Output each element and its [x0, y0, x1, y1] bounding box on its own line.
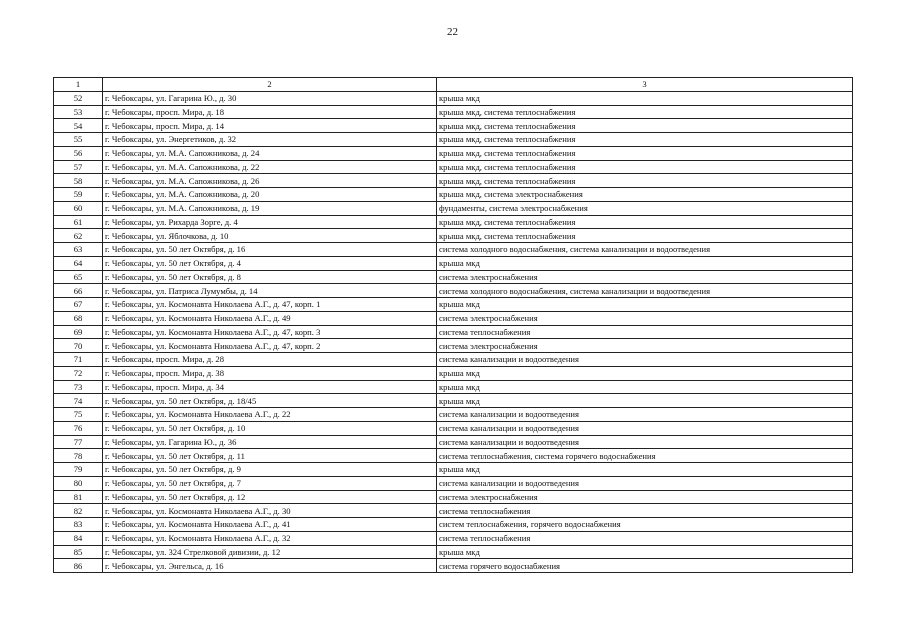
- row-number: 73: [54, 380, 103, 394]
- table-row: [54, 531, 853, 545]
- row-works: система электроснабжения: [437, 490, 853, 504]
- row-address: г. Чебоксары, ул. Космонавта Николаева А.Г., д. 47, корп. 2: [103, 339, 437, 353]
- row-address: г. Чебоксары, просп. Мира, д. 28: [103, 353, 437, 367]
- row-works: фундаменты, система электроснабжения: [437, 201, 853, 215]
- table-row: [54, 311, 853, 325]
- row-address: г. Чебоксары, ул. 50 лет Октября, д. 7: [103, 476, 437, 490]
- row-address: г. Чебоксары, ул. Гагарина Ю., д. 36: [103, 435, 437, 449]
- table-row: [54, 215, 853, 229]
- row-number: 67: [54, 298, 103, 312]
- row-works: система канализации и водоотведения: [437, 408, 853, 422]
- table-row: [54, 105, 853, 119]
- table-row: [54, 545, 853, 559]
- row-works: крыша мкд: [437, 298, 853, 312]
- table-row: [54, 504, 853, 518]
- row-address: г. Чебоксары, ул. 50 лет Октября, д. 11: [103, 449, 437, 463]
- row-works: крыша мкд: [437, 91, 853, 105]
- row-address: г. Чебоксары, ул. М.А. Сапожникова, д. 26: [103, 174, 437, 188]
- table-row: [54, 394, 853, 408]
- table-row: [54, 339, 853, 353]
- row-address: г. Чебоксары, ул. Космонавта Николаева А.Г., д. 32: [103, 531, 437, 545]
- row-number: 63: [54, 243, 103, 257]
- table-row: [54, 119, 853, 133]
- table-row: [54, 421, 853, 435]
- row-address: г. Чебоксары, ул. Гагарина Ю., д. 30: [103, 91, 437, 105]
- row-address: г. Чебоксары, ул. М.А. Сапожникова, д. 19: [103, 201, 437, 215]
- table-row: [54, 133, 853, 147]
- row-works: система электроснабжения: [437, 311, 853, 325]
- table-row: [54, 270, 853, 284]
- row-works: крыша мкд, система теплоснабжения: [437, 174, 853, 188]
- row-works: крыша мкд: [437, 256, 853, 270]
- table-row: [54, 160, 853, 174]
- page-number: 22: [447, 26, 458, 38]
- row-address: г. Чебоксары, ул. Космонавта Николаева А.Г., д. 47, корп. 1: [103, 298, 437, 312]
- row-address: г. Чебоксары, просп. Мира, д. 38: [103, 366, 437, 380]
- row-works: крыша мкд, система теплоснабжения: [437, 229, 853, 243]
- table-row: [54, 366, 853, 380]
- row-address: г. Чебоксары, ул. Космонавта Николаева А.Г., д. 47, корп. 3: [103, 325, 437, 339]
- table-header-row: [54, 78, 853, 92]
- row-works: система холодного водоснабжения, система канализации и водоотведения: [437, 284, 853, 298]
- table-row: [54, 174, 853, 188]
- row-number: 80: [54, 476, 103, 490]
- table-row: [54, 325, 853, 339]
- row-works: крыша мкд, система теплоснабжения: [437, 133, 853, 147]
- row-number: 57: [54, 160, 103, 174]
- row-address: г. Чебоксары, ул. 50 лет Октября, д. 9: [103, 463, 437, 477]
- row-number: 64: [54, 256, 103, 270]
- table-row: [54, 463, 853, 477]
- table-body: [54, 91, 853, 572]
- row-address: г. Чебоксары, ул. Космонавта Николаева А.Г., д. 41: [103, 518, 437, 532]
- table-row: [54, 353, 853, 367]
- row-address: г. Чебоксары, ул. М.А. Сапожникова, д. 22: [103, 160, 437, 174]
- header-col-3: 3: [437, 78, 853, 92]
- row-works: крыша мкд, система теплоснабжения: [437, 160, 853, 174]
- row-number: 76: [54, 421, 103, 435]
- row-works: система канализации и водоотведения: [437, 421, 853, 435]
- row-works: крыша мкд: [437, 394, 853, 408]
- row-works: система холодного водоснабжения, система канализации и водоотведения: [437, 243, 853, 257]
- table-row: [54, 284, 853, 298]
- row-number: 66: [54, 284, 103, 298]
- row-address: г. Чебоксары, ул. 50 лет Октября, д. 4: [103, 256, 437, 270]
- row-address: г. Чебоксары, ул. Энергетиков, д. 32: [103, 133, 437, 147]
- row-address: г. Чебоксары, ул. Энгельса, д. 16: [103, 559, 437, 573]
- table-row: [54, 229, 853, 243]
- row-number: 53: [54, 105, 103, 119]
- row-number: 79: [54, 463, 103, 477]
- row-works: крыша мкд, система теплоснабжения: [437, 146, 853, 160]
- row-address: г. Чебоксары, просп. Мира, д. 34: [103, 380, 437, 394]
- row-address: г. Чебоксары, ул. 50 лет Октября, д. 12: [103, 490, 437, 504]
- row-number: 85: [54, 545, 103, 559]
- row-number: 55: [54, 133, 103, 147]
- row-number: 83: [54, 518, 103, 532]
- row-works: система электроснабжения: [437, 270, 853, 284]
- row-address: г. Чебоксары, ул. 50 лет Октября, д. 18/45: [103, 394, 437, 408]
- row-address: г. Чебоксары, просп. Мира, д. 14: [103, 119, 437, 133]
- row-works: система горячего водоснабжения: [437, 559, 853, 573]
- table-row: [54, 518, 853, 532]
- row-address: г. Чебоксары, ул. Патриса Лумумбы, д. 14: [103, 284, 437, 298]
- row-number: 72: [54, 366, 103, 380]
- header-col-2: 2: [103, 78, 437, 92]
- table-row: [54, 256, 853, 270]
- row-address: г. Чебоксары, просп. Мира, д. 18: [103, 105, 437, 119]
- row-address: г. Чебоксары, ул. Рихарда Зорге, д. 4: [103, 215, 437, 229]
- row-address: г. Чебоксары, ул. М.А. Сапожникова, д. 20: [103, 188, 437, 202]
- table-row: [54, 380, 853, 394]
- table-row: [54, 408, 853, 422]
- row-address: г. Чебоксары, ул. Космонавта Николаева А.Г., д. 22: [103, 408, 437, 422]
- row-works: система электроснабжения: [437, 339, 853, 353]
- header-col-1: 1: [54, 78, 103, 92]
- row-address: г. Чебоксары, ул. 50 лет Октября, д. 8: [103, 270, 437, 284]
- row-works: крыша мкд, система теплоснабжения: [437, 119, 853, 133]
- registry-table: [53, 77, 853, 573]
- table-row: [54, 476, 853, 490]
- row-number: 60: [54, 201, 103, 215]
- table-row: [54, 559, 853, 573]
- row-works: крыша мкд: [437, 463, 853, 477]
- row-number: 71: [54, 353, 103, 367]
- row-works: крыша мкд, система теплоснабжения: [437, 105, 853, 119]
- row-number: 62: [54, 229, 103, 243]
- row-number: 74: [54, 394, 103, 408]
- row-number: 61: [54, 215, 103, 229]
- row-address: г. Чебоксары, ул. 50 лет Октября, д. 16: [103, 243, 437, 257]
- row-number: 84: [54, 531, 103, 545]
- row-number: 82: [54, 504, 103, 518]
- row-number: 59: [54, 188, 103, 202]
- row-address: г. Чебоксары, ул. 50 лет Октября, д. 10: [103, 421, 437, 435]
- row-address: г. Чебоксары, ул. Космонавта Николаева А.Г., д. 30: [103, 504, 437, 518]
- row-number: 78: [54, 449, 103, 463]
- row-number: 77: [54, 435, 103, 449]
- row-number: 65: [54, 270, 103, 284]
- table-row: [54, 435, 853, 449]
- table-row: [54, 243, 853, 257]
- row-works: система канализации и водоотведения: [437, 353, 853, 367]
- row-address: г. Чебоксары, ул. 324 Стрелковой дивизии, д. 12: [103, 545, 437, 559]
- row-works: система теплоснабжения: [437, 504, 853, 518]
- row-number: 52: [54, 91, 103, 105]
- table-row: [54, 298, 853, 312]
- table-row: [54, 188, 853, 202]
- table-row: [54, 91, 853, 105]
- row-number: 70: [54, 339, 103, 353]
- row-number: 58: [54, 174, 103, 188]
- row-works: система теплоснабжения: [437, 325, 853, 339]
- row-works: крыша мкд: [437, 380, 853, 394]
- row-address: г. Чебоксары, ул. Космонавта Николаева А.Г., д. 49: [103, 311, 437, 325]
- table-row: [54, 490, 853, 504]
- row-works: система канализации и водоотведения: [437, 476, 853, 490]
- table-row: [54, 146, 853, 160]
- row-works: система канализации и водоотведения: [437, 435, 853, 449]
- row-works: систем теплоснабжения, горячего водоснабжения: [437, 518, 853, 532]
- row-number: 68: [54, 311, 103, 325]
- row-works: крыша мкд: [437, 545, 853, 559]
- row-works: крыша мкд: [437, 366, 853, 380]
- row-works: крыша мкд, система электроснабжения: [437, 188, 853, 202]
- row-number: 69: [54, 325, 103, 339]
- row-works: крыша мкд, система теплоснабжения: [437, 215, 853, 229]
- row-number: 86: [54, 559, 103, 573]
- table-row: [54, 449, 853, 463]
- row-works: система теплоснабжения, система горячего водоснабжения: [437, 449, 853, 463]
- row-address: г. Чебоксары, ул. М.А. Сапожникова, д. 24: [103, 146, 437, 160]
- row-number: 56: [54, 146, 103, 160]
- row-works: система теплоснабжения: [437, 531, 853, 545]
- table-row: [54, 201, 853, 215]
- row-number: 81: [54, 490, 103, 504]
- row-address: г. Чебоксары, ул. Яблочкова, д. 10: [103, 229, 437, 243]
- row-number: 54: [54, 119, 103, 133]
- row-number: 75: [54, 408, 103, 422]
